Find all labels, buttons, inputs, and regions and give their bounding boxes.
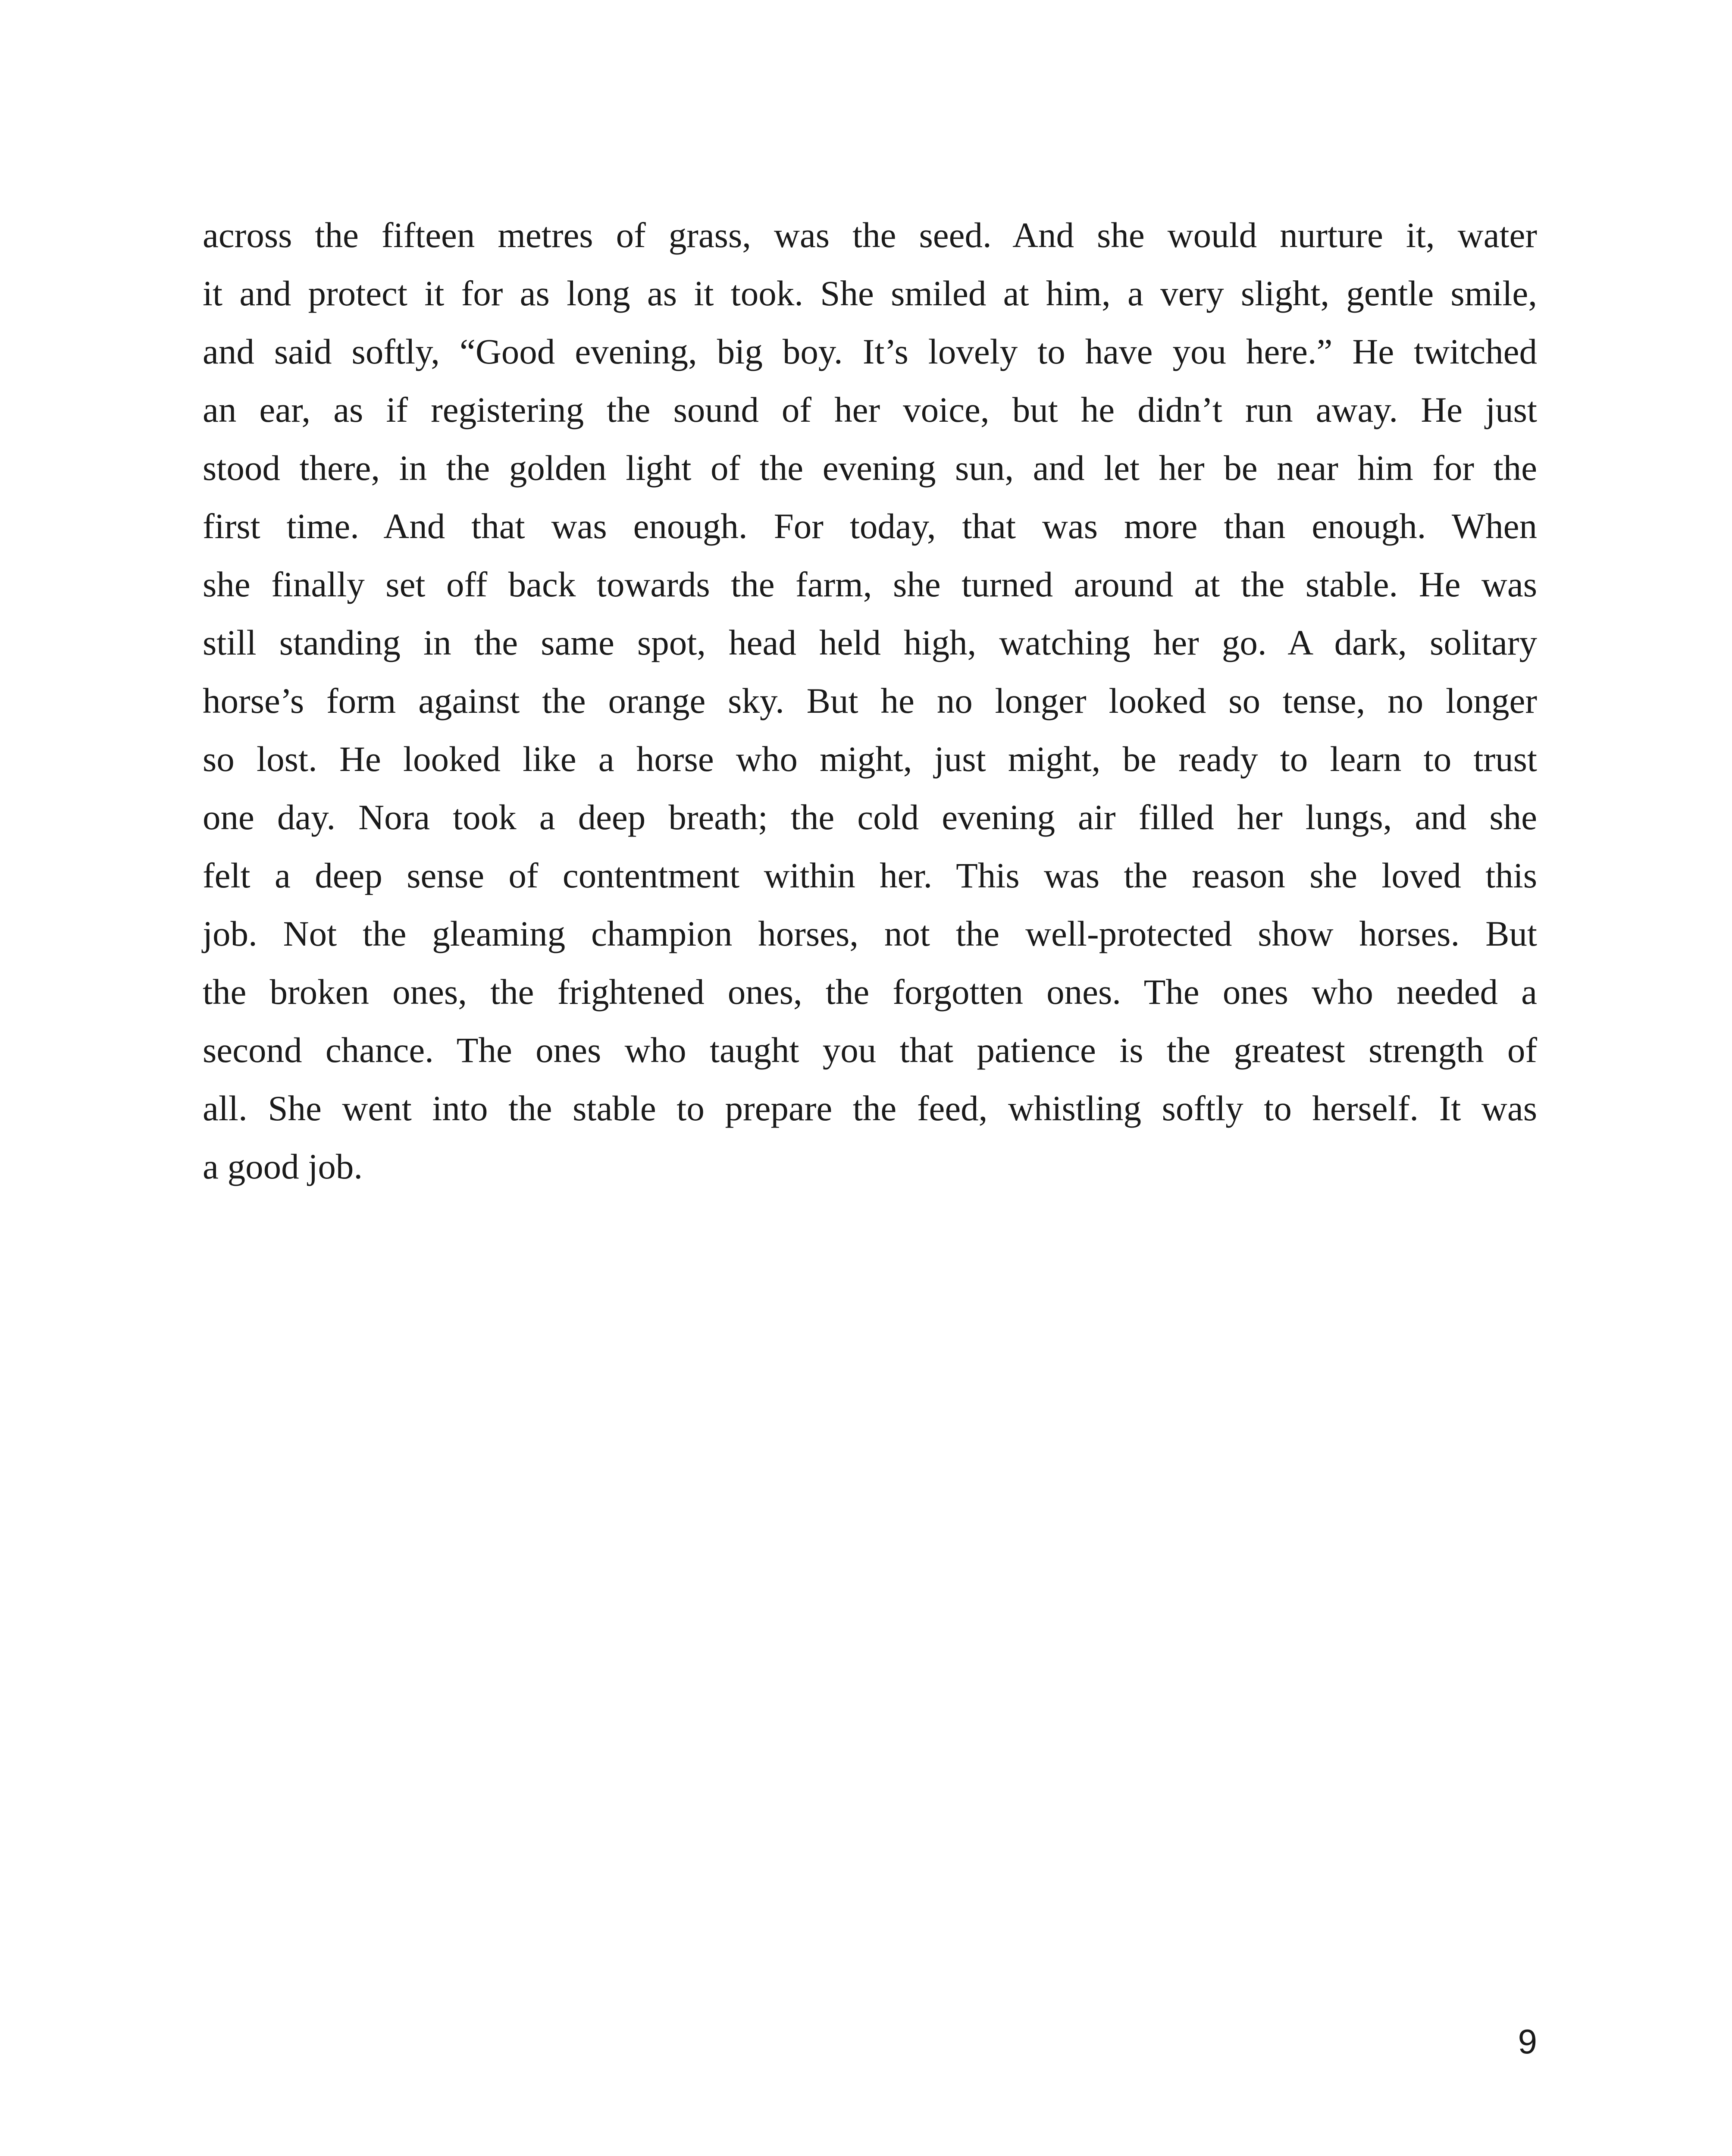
- paragraph-line: a good job.: [203, 1147, 363, 1186]
- body-paragraph: [203, 206, 1537, 1196]
- paragraph-line: all. She went into the stable to prepare the feed, whistling softly to herself. It was: [203, 1088, 1537, 1128]
- page-number: 9: [1518, 2022, 1537, 2061]
- paragraph-line: the broken ones, the frightened ones, the forgotten ones. The ones who needed a: [203, 972, 1537, 1012]
- paragraph-line: second chance. The ones who taught you that patience is the greatest strength of: [203, 1030, 1537, 1070]
- paragraph-line: one day. Nora took a deep breath; the cold evening air filled her lungs, and she: [203, 797, 1537, 837]
- paragraph-line: and said softly, “Good evening, big boy. It’s lovely to have you here.” He twitched: [203, 332, 1537, 371]
- paragraph-line: she finally set off back towards the farm, she turned around at the stable. He was: [203, 564, 1537, 604]
- paragraph-line: across the fifteen metres of grass, was the seed. And she would nurture it, water: [203, 215, 1537, 255]
- paragraph-line: stood there, in the golden light of the evening sun, and let her be near him for the: [203, 448, 1537, 488]
- paragraph-line: horse’s form against the orange sky. But he no longer looked so tense, no longer: [203, 681, 1537, 721]
- paragraph-line: still standing in the same spot, head held high, watching her go. A dark, solitary: [203, 623, 1537, 662]
- paragraph-line: an ear, as if registering the sound of her voice, but he didn’t run away. He just: [203, 390, 1537, 429]
- paragraph-line: felt a deep sense of contentment within her. This was the reason she loved this: [203, 856, 1537, 895]
- paragraph-line: first time. And that was enough. For today, that was more than enough. When: [203, 506, 1537, 546]
- paragraph-line: it and protect it for as long as it took. She smiled at him, a very slight, gentle smile,: [203, 273, 1537, 313]
- paragraph-line: job. Not the gleaming champion horses, not the well-protected show horses. But: [203, 914, 1537, 953]
- paragraph-line: so lost. He looked like a horse who might, just might, be ready to learn to trust: [203, 739, 1537, 779]
